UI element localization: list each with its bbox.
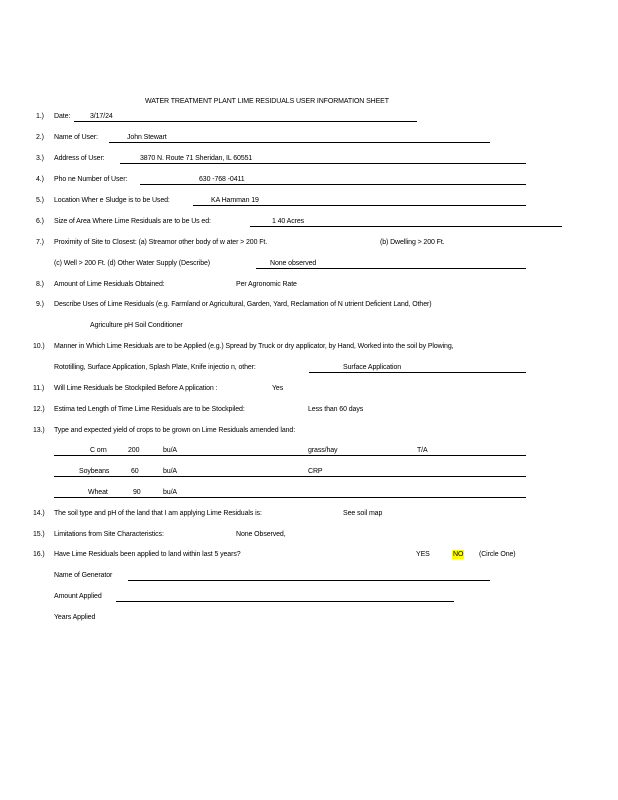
date-line [74, 121, 417, 122]
size-value: 1 40 Acres [272, 218, 305, 225]
phone-line [140, 184, 526, 185]
uses-value: Agriculture pH Soil Conditioner [90, 322, 183, 329]
stockpile-time-value: Less than 60 days [308, 406, 364, 413]
item-number: 9.) [36, 301, 44, 308]
crop-unit: bu/A [163, 489, 177, 496]
crop-row-line [54, 497, 526, 498]
item-number: 2.) [36, 134, 44, 141]
amount-label: Amount of Lime Residuals Obtained: [54, 281, 165, 288]
crop-name: Wheat [88, 489, 108, 496]
crop-row-line [54, 476, 526, 477]
location-line [193, 205, 526, 206]
applied-label: Have Lime Residuals been applied to land within last 5 years? [54, 551, 241, 558]
stockpiled-value: Yes [272, 385, 284, 392]
limitations-value: None Observed, [236, 531, 286, 538]
item-number: 1.) [36, 113, 44, 120]
address-value: 3870 N. Route 71 Sheridan, IL 60551 [140, 155, 253, 162]
limitations-label: Limitations from Site Characteristics: [54, 531, 164, 538]
generator-label: Name of Generator [54, 572, 113, 579]
name-line [109, 142, 490, 143]
item-number: 7.) [36, 239, 44, 246]
amount-value: Per Agronomic Rate [236, 281, 297, 288]
well-label: (c) Well > 200 Ft. (d) Other Water Supply (Describe) [54, 260, 211, 267]
amount-applied-line[interactable] [116, 601, 454, 602]
location-label: Location Wher e Sludge is to be Used: [54, 197, 170, 204]
item-number: 15.) [33, 531, 45, 538]
manner-label: Manner in Which Lime Residuals are to be Applied (e.g.) Spread by Truck or dry applicator, by Hand, Worked into the soil by Plowing, [54, 343, 454, 350]
item-number: 5.) [36, 197, 44, 204]
item-number: 13.) [33, 427, 45, 434]
date-label: Date: [54, 113, 71, 120]
yes-option[interactable]: YES [416, 551, 430, 558]
location-value: KA Hamman 19 [211, 197, 259, 204]
crop-name: C orn [90, 447, 107, 454]
amount-applied-label: Amount Applied [54, 593, 102, 600]
no-option-highlighted[interactable]: NO [453, 551, 464, 558]
generator-line[interactable] [128, 580, 490, 581]
size-label: Size of Area Where Lime Residuals are to be Us ed: [54, 218, 211, 225]
crop-yield: 60 [131, 468, 139, 475]
crop-name-2: CRP [308, 468, 323, 475]
dwelling-label: (b) Dwelling > 200 Ft. [380, 239, 445, 246]
proximity-label: Proximity of Site to Closest: (a) Streamor other body of w ater > 200 Ft. [54, 239, 268, 246]
item-number: 4.) [36, 176, 44, 183]
name-label: Name of User: [54, 134, 98, 141]
stockpile-time-label: Estima ted Length of Time Lime Residuals are to be Stockpiled: [54, 406, 245, 413]
phone-label: Pho ne Number of User: [54, 176, 128, 183]
water-supply-value: None observed [270, 260, 317, 267]
crop-unit: bu/A [163, 447, 177, 454]
soil-value: See soil map [343, 510, 383, 517]
item-number: 16.) [33, 551, 45, 558]
item-number: 12.) [33, 406, 45, 413]
address-label: Address of User: [54, 155, 105, 162]
form-title: WATER TREATMENT PLANT LIME RESIDUALS USER INFORMATION SHEET [145, 98, 389, 105]
manner-value: Surface Application [343, 364, 402, 371]
circle-one-note: (Circle One) [479, 551, 516, 558]
crop-yield: 200 [128, 447, 140, 454]
uses-label: Describe Uses of Lime Residuals (e.g. Farmland or Agricultural, Garden, Yard, Reclamation of N utrient Deficient Land, Other) [54, 301, 432, 308]
item-number: 8.) [36, 281, 44, 288]
years-applied-label: Years Applied [54, 614, 96, 621]
item-number: 10.) [33, 343, 45, 350]
phone-value: 630 -768 -0411 [199, 176, 245, 183]
soil-label: The soil type and pH of the land that I am applying Lime Residuals is: [54, 510, 262, 517]
crop-name: Soybeans [79, 468, 110, 475]
crop-name-2: grass/hay [308, 447, 338, 454]
size-line [250, 226, 562, 227]
manner-label-line2: Rototilling, Surface Application, Splash Plate, Knife injectio n, other: [54, 364, 256, 371]
crop-yield-2: T/A [417, 447, 428, 454]
item-number: 6.) [36, 218, 44, 225]
water-supply-line [256, 268, 526, 269]
date-value: 3/17/24 [90, 113, 113, 120]
manner-line [309, 372, 526, 373]
item-number: 3.) [36, 155, 44, 162]
crop-row-line [54, 455, 526, 456]
address-line [120, 163, 526, 164]
item-number: 14.) [33, 510, 45, 517]
crop-unit: bu/A [163, 468, 177, 475]
name-value: John Stewart [127, 134, 167, 141]
stockpiled-label: Will Lime Residuals be Stockpiled Before A pplication : [54, 385, 218, 392]
crops-label: Type and expected yield of crops to be grown on Lime Residuals amended land: [54, 427, 296, 434]
crop-yield: 90 [133, 489, 141, 496]
item-number: 11.) [33, 385, 45, 392]
